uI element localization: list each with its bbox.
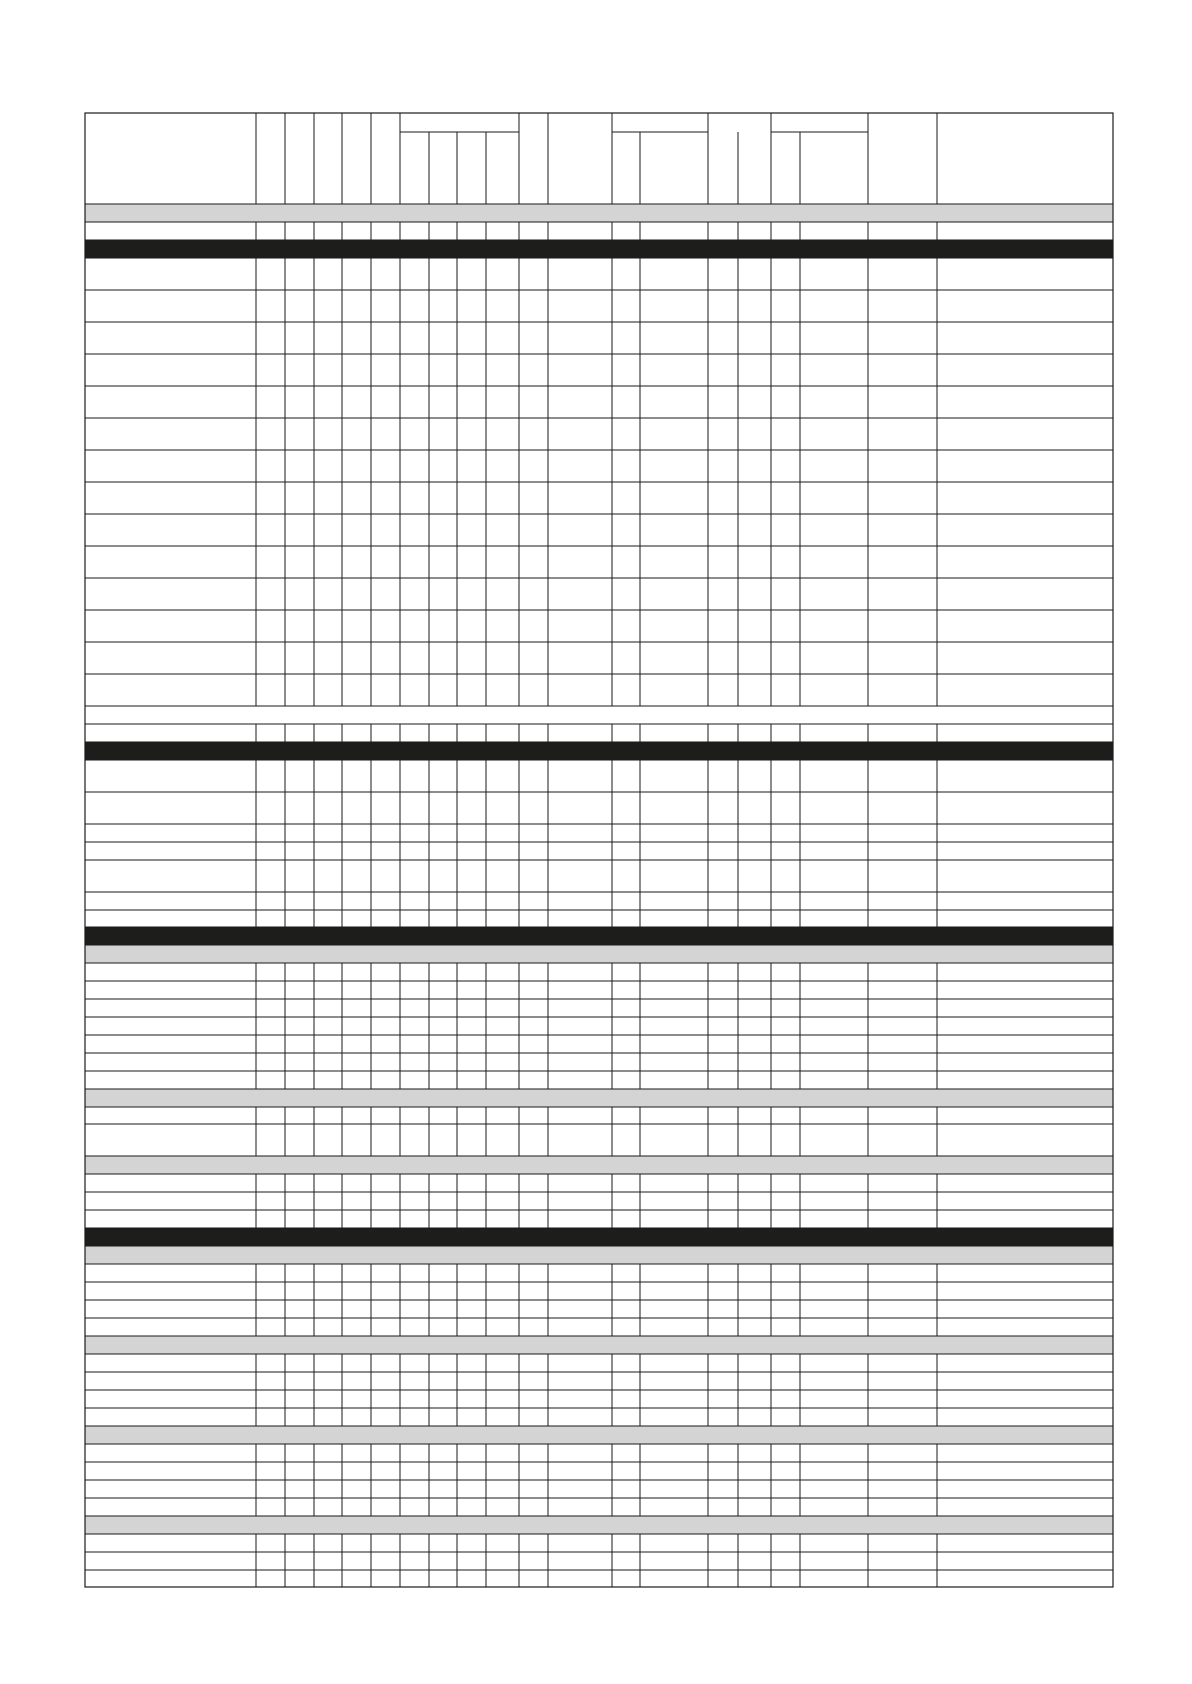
group-band <box>85 945 1113 963</box>
section-band <box>85 927 1113 945</box>
group-band <box>85 204 1113 222</box>
group-band <box>85 1516 1113 1534</box>
group-band <box>85 1426 1113 1444</box>
group-band <box>85 1246 1113 1264</box>
group-band <box>85 1336 1113 1354</box>
group-band <box>85 1156 1113 1174</box>
section-band <box>85 240 1113 258</box>
group-band <box>85 1089 1113 1107</box>
section-band <box>85 1228 1113 1246</box>
section-band <box>85 742 1113 760</box>
